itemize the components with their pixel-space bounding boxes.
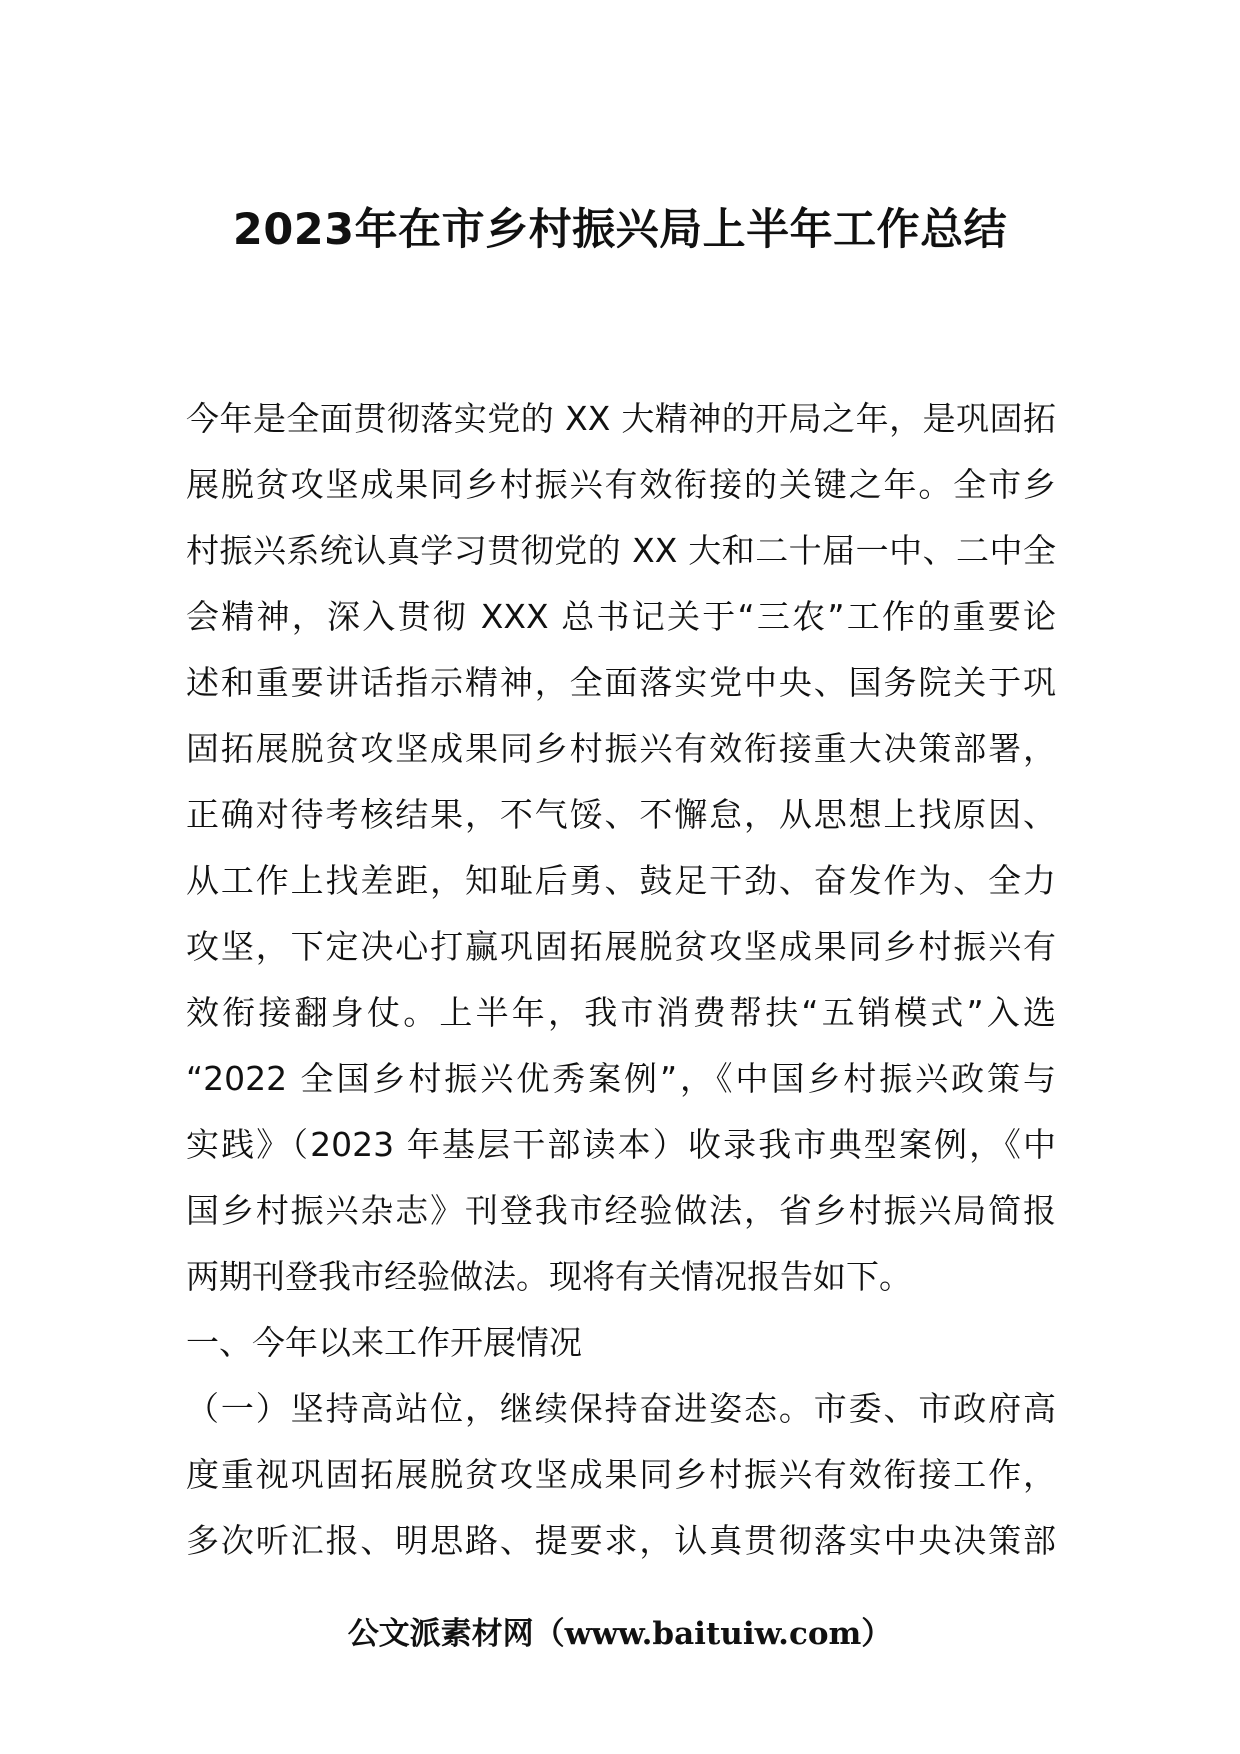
body-line: 度重视巩固拓展脱贫攻坚成果同乡村振兴有效衔接工作， [186, 1455, 1056, 1494]
body-line: 攻坚，下定决心打赢巩固拓展脱贫攻坚成果同乡村振兴有 [186, 927, 1056, 966]
body-line: 两期刊登我市经验做法。现将有关情况报告如下。 [186, 1257, 912, 1296]
document-title: 2023年在市乡村振兴局上半年工作总结 [232, 205, 1008, 255]
body-line: （一）坚持高站位，继续保持奋进姿态。市委、市政府高 [186, 1389, 1056, 1428]
document-body [186, 386, 1056, 1574]
section-heading: 一、今年以来工作开展情况 [186, 1323, 582, 1362]
body-line: 今年是全面贯彻落实党的 XX 大精神的开局之年，是巩固拓 [186, 399, 1056, 438]
body-line: 国乡村振兴杂志》刊登我市经验做法，省乡村振兴局简报 [186, 1191, 1056, 1230]
body-line: “2022 全国乡村振兴优秀案例”，《中国乡村振兴政策与 [186, 1059, 1056, 1098]
body-line: 村振兴系统认真学习贯彻党的 XX 大和二十届一中、二中全 [186, 531, 1056, 570]
body-line: 多次听汇报、明思路、提要求，认真贯彻落实中央决策部 [186, 1521, 1056, 1560]
body-line: 实践》（2023 年基层干部读本）收录我市典型案例，《中 [186, 1125, 1056, 1164]
body-line: 固拓展脱贫攻坚成果同乡村振兴有效衔接重大决策部署， [186, 729, 1056, 768]
body-line: 会精神，深入贯彻 XXX 总书记关于“三农”工作的重要论 [186, 597, 1056, 636]
body-line: 展脱贫攻坚成果同乡村振兴有效衔接的关键之年。全市乡 [186, 465, 1056, 504]
body-line: 效衔接翻身仗。上半年，我市消费帮扶“五销模式”入选 [186, 993, 1056, 1032]
body-line: 述和重要讲话指示精神，全面落实党中央、国务院关于巩 [186, 663, 1056, 702]
footer-source: 公文派素材网（www.baituiw.com） [347, 1616, 893, 1652]
body-line: 正确对待考核结果，不气馁、不懈怠，从思想上找原因、 [186, 795, 1056, 834]
body-line: 从工作上找差距，知耻后勇、鼓足干劲、奋发作为、全力 [186, 861, 1056, 900]
